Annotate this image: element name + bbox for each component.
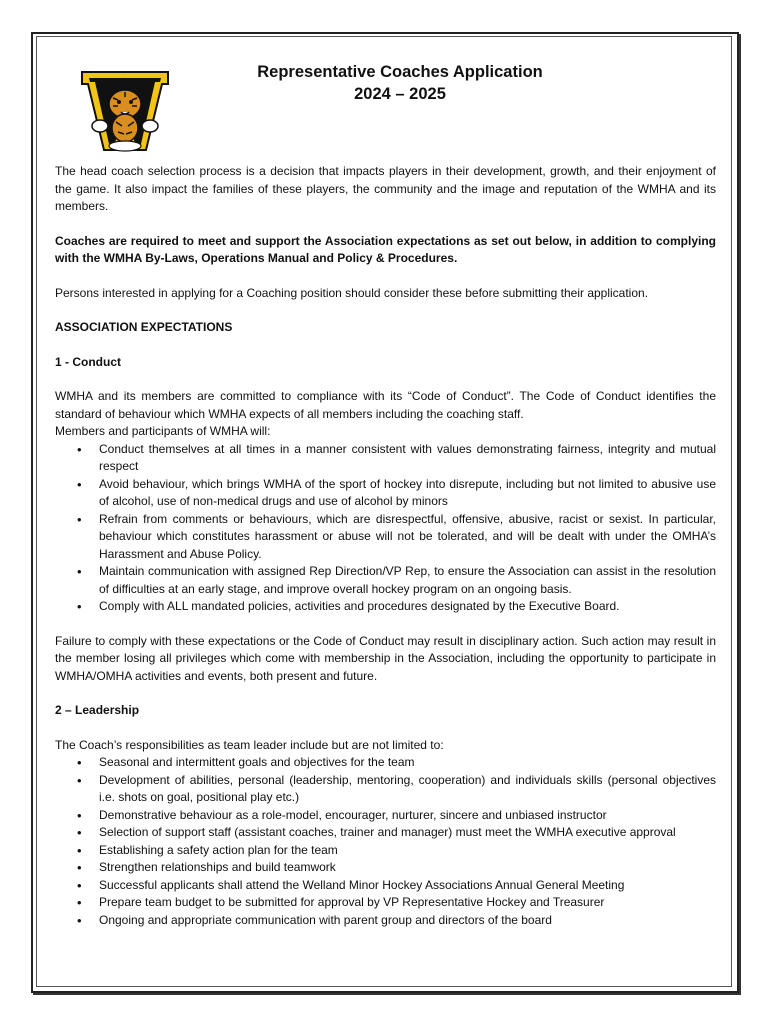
- list-item: • Strengthen relationships and build teamwork: [99, 859, 716, 877]
- expectations-heading: ASSOCIATION EXPECTATIONS: [55, 320, 233, 334]
- tiger-paw-right: [142, 120, 158, 132]
- list-item: • Ongoing and appropriate communication with parent group and directors of the board: [99, 912, 716, 930]
- failure-paragraph: Failure to comply with these expectations or the Code of Conduct may result in disciplinary action. Such action may result in the member losing all privileges which come with membership in the Association, including the opportunity to participate in WMHA/OMHA activities and events, both present and future.: [55, 633, 716, 683]
- conduct-paragraph: WMHA and its members are committed to compliance with its “Code of Conduct”. The Code of Conduct identifies the standard of behaviour which WMHA expects of all members including the coaching staff.: [55, 389, 716, 421]
- list-item: • Seasonal and intermittent goals and objectives for the team: [99, 754, 716, 772]
- requirements-paragraph: Coaches are required to meet and support the Association expectations as set out below, in addition to complying with the WMHA By-Laws, Operations Manual and Policy & Procedures.: [55, 233, 716, 265]
- conduct-list: [55, 441, 716, 616]
- intro-paragraph: The head coach selection process is a decision that impacts players in their development, growth, and their enjoyment of the game. It also impact the families of these players, the community and the image and reputation of the WMHA and its members.: [55, 164, 716, 213]
- logo-letter: W: [124, 78, 126, 79]
- consider-paragraph: Persons interested in applying for a Coaching position should consider these before submitting their application.: [55, 285, 649, 300]
- list-item: • Maintain communication with assigned Rep Direction/VP Rep, to ensure the Association can assist in the resolution of difficulties at an early stage, and improve overall hockey program on an ongoing basis.: [99, 563, 716, 598]
- tiger-body: [112, 114, 138, 142]
- page-title: [240, 61, 560, 105]
- list-item: • Development of abilities, personal (leadership, mentoring, cooperation) and individuals skills (personal objectives i.e. shots on goal, positional play etc.): [99, 772, 716, 807]
- list-item: • Prepare team budget to be submitted for approval by VP Representative Hockey and Treasurer: [99, 894, 716, 912]
- list-item: • Comply with ALL mandated policies, activities and procedures designated by the Executive Board.: [99, 598, 716, 616]
- list-item: • Refrain from comments or behaviours, which are disrespectful, offensive, abusive, racist or sexist. In particular, behaviour which constitutes harassment or abuse will not be tolerated, and will be dealt with under the OMHA’s Harassment and Abuse Policy.: [99, 511, 716, 564]
- conduct-heading: 1 - Conduct: [55, 354, 121, 369]
- list-item: • Selection of support staff (assistant coaches, trainer and manager) must meet the WMHA executive approval: [99, 824, 716, 842]
- title-line-2: 2024 – 2025: [354, 85, 446, 103]
- title-line-1: Representative Coaches Application: [257, 63, 543, 81]
- leadership-list: [55, 754, 716, 929]
- list-item: • Demonstrative behaviour as a role-model, encourager, nurturer, sincere and unbiased instructor: [99, 807, 716, 825]
- list-item: • Conduct themselves at all times in a manner consistent with values demonstrating fairness, integrity and mutual respect: [99, 441, 716, 476]
- list-item: • Establishing a safety action plan for the team: [99, 842, 716, 860]
- document-body: [55, 163, 716, 946]
- wmha-tiger-logo: [80, 66, 170, 156]
- tiger-paw-left: [92, 120, 108, 132]
- list-item: • Avoid behaviour, which brings WMHA of the sport of hockey into disrepute, including but not limited to abusive use of alcohol, use of non-medical drugs and use of alcohol by minors: [99, 476, 716, 511]
- conduct-lead: Members and participants of WMHA will:: [55, 424, 271, 438]
- leadership-heading: 2 – Leadership: [55, 703, 140, 717]
- list-item: • Successful applicants shall attend the Welland Minor Hockey Associations Annual General Meeting: [99, 877, 716, 895]
- leadership-lead: The Coach’s responsibilities as team leader include but are not limited to:: [55, 737, 444, 752]
